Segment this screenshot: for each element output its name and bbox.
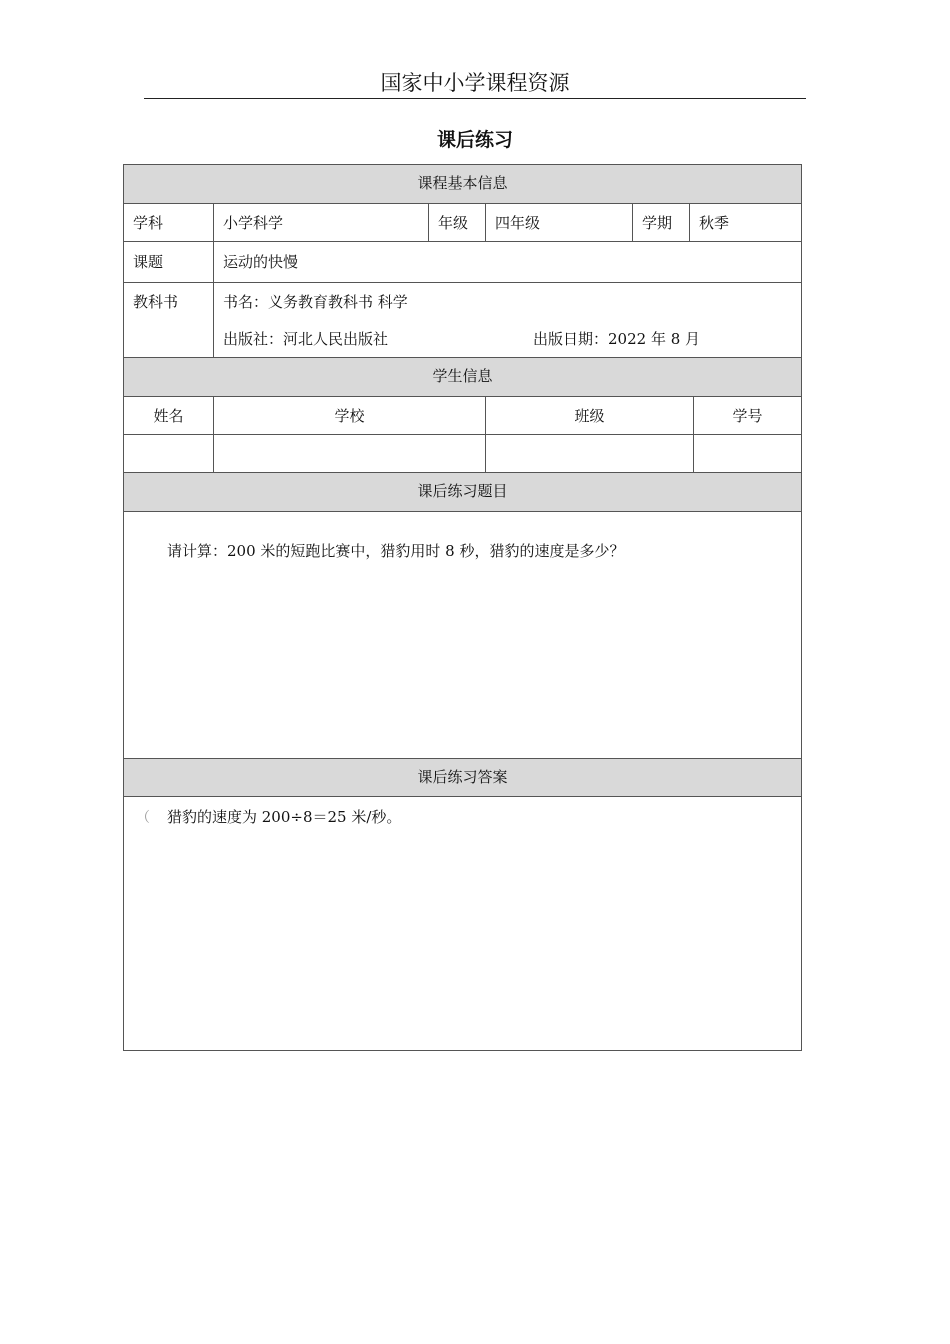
grade-value: 四年级 <box>486 204 633 241</box>
answer-body <box>124 797 801 1050</box>
course-info-header <box>124 165 801 204</box>
answer-header <box>124 759 801 797</box>
topic-row <box>124 242 801 283</box>
exercise-title: 课后练习题目 <box>417 482 508 500</box>
topic-label: 课题 <box>124 242 214 282</box>
page-header: 国家中小学课程资源 <box>380 71 570 95</box>
grade-label: 年级 <box>429 204 486 241</box>
subject-label: 学科 <box>124 204 214 241</box>
column-class: 班级 <box>486 397 694 434</box>
student-info-title: 学生信息 <box>432 367 493 385</box>
answer-mark: （ <box>136 810 150 826</box>
term-value: 秋季 <box>699 214 730 232</box>
column-student-id: 学号 <box>732 407 763 425</box>
student-columns-row <box>124 397 801 435</box>
exercise-header <box>124 473 801 512</box>
publisher: 出版社：河北人民出版社 <box>223 330 389 348</box>
exercise-body <box>124 512 801 759</box>
header-divider <box>144 98 806 99</box>
name-field[interactable] <box>124 435 214 472</box>
student-blank-row <box>124 435 801 473</box>
subject-row <box>124 204 801 242</box>
class-field[interactable] <box>486 435 694 472</box>
topic-value: 运动的快慢 <box>223 253 299 271</box>
student-id-field[interactable] <box>694 435 801 472</box>
publish-date: 出版日期：2022 年 8 月 <box>533 330 701 348</box>
textbook-details <box>214 283 801 357</box>
textbook-row <box>124 283 801 358</box>
answer-title: 课后练习答案 <box>417 768 508 786</box>
column-school: 学校 <box>214 397 486 434</box>
worksheet-table <box>123 164 802 1051</box>
answer-text: 猎豹的速度为 200÷8＝25 米/秒。 <box>167 808 402 826</box>
book-name: 书名：义务教育教科书 科学 <box>223 293 408 311</box>
exercise-question: 请计算：200 米的短跑比赛中，猎豹用时 8 秒，猎豹的速度是多少？ <box>167 542 625 560</box>
page-title: 课后练习 <box>436 129 513 151</box>
term-label: 学期 <box>633 204 690 241</box>
course-info-title: 课程基本信息 <box>417 174 508 192</box>
school-field[interactable] <box>214 435 486 472</box>
column-name: 姓名 <box>124 397 214 434</box>
student-info-header <box>124 358 801 397</box>
subject-value: 小学科学 <box>214 204 429 241</box>
textbook-label: 教科书 <box>124 283 214 357</box>
